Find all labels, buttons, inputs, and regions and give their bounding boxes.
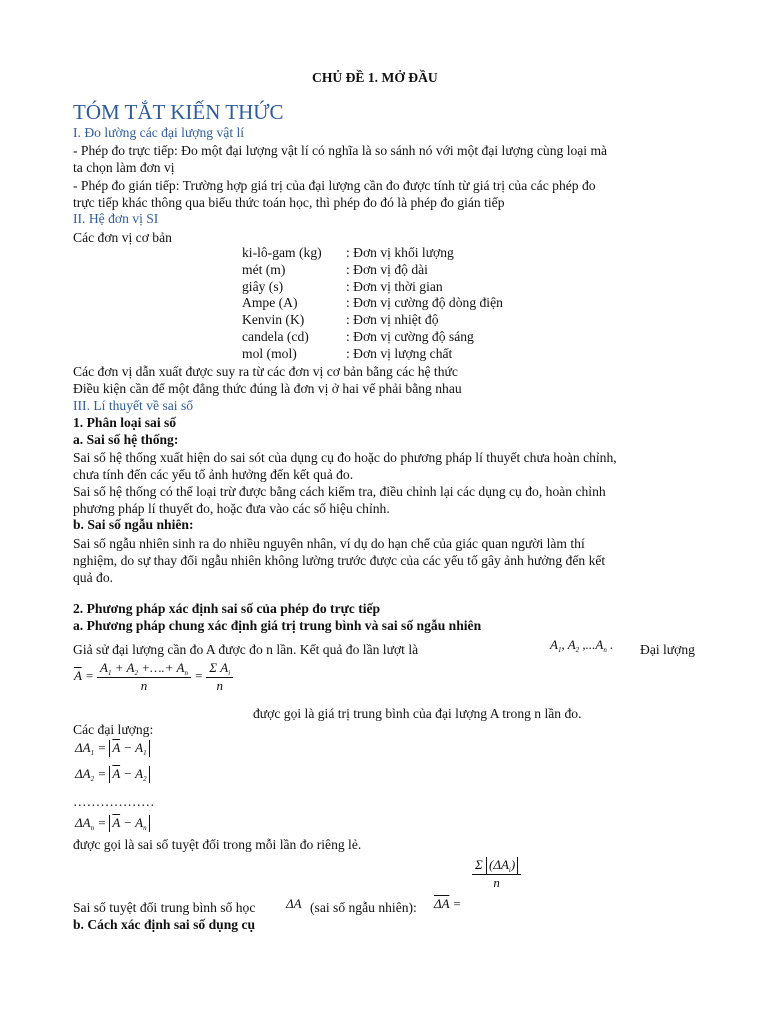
- unit-row: Kenvin (K) : Đơn vị nhiệt độ: [242, 312, 439, 328]
- systematic-error-heading: a. Sai số hệ thống:: [73, 432, 179, 447]
- measurement-results-formula: $A_1$, $A_2$ $,...A_n$ .: [550, 637, 614, 654]
- error-classification-heading: 1. Phân loại sai số: [73, 415, 177, 430]
- unit-row: mol (mol) : Đơn vị lượng chất: [242, 345, 453, 361]
- mean-absolute-error-fraction: $\frac{\Sigma (\Delta A_i)}{n}$: [472, 857, 521, 891]
- mean-absolute-error-paren: (sai số ngẫu nhiên):: [310, 900, 417, 915]
- delta-a-symbol: ΔA: [286, 896, 302, 911]
- systematic-line2: chưa tính đến các yếu tố ảnh hưởng đến kết quả đo.: [73, 467, 354, 482]
- mean-value-description: được gọi là giá trị trung bình của đại lượng A trong n lần đo.: [253, 706, 582, 721]
- unit-row: mét (m) : Đơn vị độ dài: [242, 261, 428, 277]
- absolute-error-description: được gọi là sai số tuyệt đối trong mỗi lần đo riêng lẻ.: [73, 837, 362, 852]
- instrument-error-heading: b. Cách xác định sai số dụng cụ: [73, 917, 256, 932]
- si-units-table: [242, 245, 503, 363]
- delta-a2-formula: $\Delta A_2 = \overline{A} - A_2$: [75, 766, 150, 783]
- unit-row: candela (cd) : Đơn vị cường độ sáng: [242, 328, 474, 344]
- suppose-line-end: Đại lượng: [640, 642, 695, 657]
- derived-units-line: Các đơn vị dẫn xuất được suy ra từ các đơn vị cơ bản bằng các hệ thức: [73, 364, 458, 379]
- random-line3: quả đo.: [73, 570, 114, 585]
- equality-condition-line: Điều kiện cần để một đẳng thức đúng là đơn vị ở hai vế phải bằng nhau: [73, 381, 462, 396]
- section2-heading: II. Hệ đơn vị SI: [73, 211, 159, 226]
- random-line1: Sai số ngẫu nhiên sinh ra do nhiều nguyên nhân, ví dụ do hạn chế của giác quan người làm thí: [73, 536, 585, 551]
- unit-row: Ampe (A) : Đơn vị cường độ dòng điện: [242, 295, 503, 311]
- page-title: CHỦ ĐỀ 1. MỞ ĐẦU: [312, 70, 438, 85]
- unit-row: giây (s) : Đơn vị thời gian: [242, 278, 443, 294]
- random-error-heading: b. Sai số ngẫu nhiên:: [73, 517, 194, 532]
- delta-a1-formula: $\Delta A_1 = \overline{A} - A_1$: [75, 740, 150, 757]
- direct-measure-line1: - Phép đo trực tiếp: Đo một đại lượng vật lí có nghĩa là so sánh nó với một đại lượng cùng loại mà: [73, 143, 608, 158]
- indirect-measure-line1: - Phép đo gián tiếp: Trường hợp giá trị của đại lượng cần đo được tính từ giá trị của các phép đo: [73, 178, 596, 193]
- random-line2: nghiệm, do sự thay đổi ngẫu nhiên không lường trước được của các yếu tố gây ảnh hưởng đến kết: [73, 553, 606, 568]
- indirect-measure-line2: trực tiếp khác thông qua biểu thức toán học, thì phép đo đó là phép đo gián tiếp: [73, 195, 505, 210]
- systematic-line1: Sai số hệ thống xuất hiện do sai sót của dụng cụ đo hoặc do phương pháp lí thuyết chưa hoàn chỉnh,: [73, 450, 617, 465]
- ellipsis-dots: ………………: [73, 794, 155, 809]
- mean-and-random-error-heading: a. Phương pháp chung xác định giá trị trung bình và sai số ngẫu nhiên: [73, 618, 482, 633]
- summary-heading: TÓM TẮT KIẾN THỨC: [73, 100, 284, 124]
- unit-row: ki-lô-gam (kg) : Đơn vị khối lượng: [242, 245, 454, 260]
- section3-heading: III. Lí thuyết về sai số: [73, 398, 194, 413]
- systematic-line4: phương pháp lí thuyết đo, hoặc đưa vào các số hiệu chỉnh.: [73, 501, 390, 516]
- direct-measure-line2: ta chọn làm đơn vị: [73, 160, 175, 175]
- quantities-label: Các đại lượng:: [73, 722, 154, 737]
- delta-an-formula: $\Delta A_n = \overline{A} - A_n$: [75, 815, 150, 832]
- systematic-line3: Sai số hệ thống có thể loại trừ được bằng cách kiểm tra, điều chỉnh lại các dụng cụ đo, hoàn chỉnh: [73, 484, 606, 499]
- mean-delta-a-symbol: $\overline{\Delta A}$ =: [434, 896, 462, 911]
- mean-absolute-error-label: Sai số tuyệt đối trung bình số học: [73, 900, 256, 915]
- section1-heading: I. Đo lường các đại lượng vật lí: [73, 125, 245, 140]
- mean-value-formula: $\overline{A}$ = $\frac{A_1 + A_2 +\dots.+ A_n}{n}$ = $\frac{\Sigma A_i}{n}$: [74, 660, 233, 694]
- direct-error-method-heading: 2. Phương pháp xác định sai số của phép đo trực tiếp: [73, 601, 381, 616]
- base-units-label: Các đơn vị cơ bản: [73, 230, 172, 245]
- suppose-line: Giả sử đại lượng cần đo A được đo n lần. Kết quả đo lần lượt là: [73, 642, 419, 657]
